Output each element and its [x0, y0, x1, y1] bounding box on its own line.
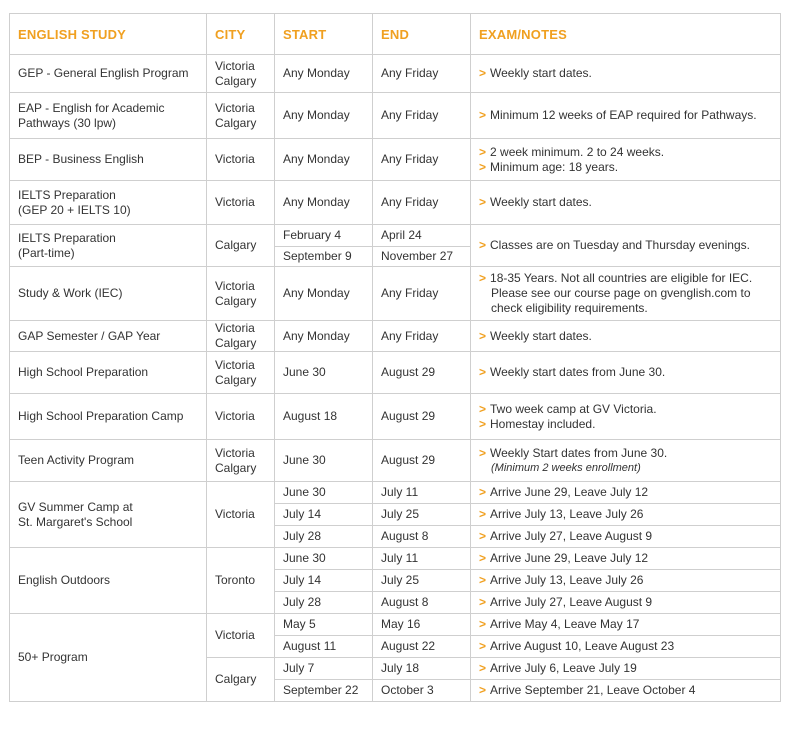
program-name [10, 394, 207, 440]
table-row [10, 321, 781, 352]
note-line [479, 551, 772, 566]
program-name [10, 440, 207, 482]
program-line: GV Summer Camp at [18, 499, 133, 514]
notes-cell [471, 394, 781, 440]
city-line: Victoria [215, 195, 255, 209]
city-cell [207, 225, 275, 267]
note-line [479, 329, 772, 344]
notes-cell [471, 352, 781, 394]
program-name [10, 548, 207, 614]
program-line: BEP - Business English [18, 152, 144, 166]
note-text: Minimum age: 18 years. [490, 159, 619, 174]
note-text: Classes are on Tuesday and Thursday evenings. [490, 238, 750, 252]
end-date: April 24 [373, 225, 471, 247]
arrow-icon: > [479, 195, 487, 209]
note-text: Arrive June 29, Leave July 12 [490, 551, 649, 565]
city-line: Victoria [215, 100, 255, 115]
schedule-body [10, 55, 781, 702]
city-cell: Victoria [207, 614, 275, 658]
program-line: High School Preparation Camp [18, 409, 184, 423]
city-cell [207, 181, 275, 225]
note-line [479, 595, 772, 610]
end-date: October 3 [373, 680, 471, 702]
arrow-icon: > [479, 507, 487, 521]
city-cell [207, 394, 275, 440]
program-line: IELTS Preparation [18, 230, 116, 245]
start-date: July 14 [275, 504, 373, 526]
table-row [10, 93, 781, 139]
city-cell [207, 267, 275, 321]
program-line: IELTS Preparation [18, 187, 116, 202]
notes-cell [471, 225, 781, 267]
city-cell: Toronto [207, 548, 275, 614]
arrow-icon: > [479, 328, 487, 343]
table-row [10, 394, 781, 440]
end-date: May 16 [373, 614, 471, 636]
city-line: Calgary [215, 115, 257, 130]
program-line: (Part-time) [18, 245, 75, 260]
table-row [10, 352, 781, 394]
city-line: Calgary [215, 238, 257, 252]
city-line: Calgary [215, 372, 257, 387]
end-date: Any Friday [373, 181, 471, 225]
start-date: June 30 [275, 440, 373, 482]
header-notes: EXAM/NOTES [471, 14, 781, 55]
arrow-icon: > [479, 159, 487, 174]
note-line [479, 365, 772, 380]
note-line [479, 617, 772, 632]
start-date: July 14 [275, 570, 373, 592]
arrow-icon: > [479, 661, 487, 675]
city-line: Calgary [215, 293, 257, 308]
notes-cell [471, 93, 781, 139]
notes-cell [471, 321, 781, 352]
end-date: Any Friday [373, 93, 471, 139]
notes-cell [471, 267, 781, 321]
note-line [479, 573, 772, 588]
end-date: July 25 [373, 504, 471, 526]
arrow-icon: > [479, 445, 487, 460]
end-date: Any Friday [373, 55, 471, 93]
start-date: June 30 [275, 352, 373, 394]
program-line: Pathways (30 lpw) [18, 115, 117, 130]
start-date: August 18 [275, 394, 373, 440]
program-name [10, 139, 207, 181]
arrow-icon: > [479, 365, 487, 379]
end-date: Any Friday [373, 139, 471, 181]
notes-cell [471, 636, 781, 658]
notes-cell [471, 570, 781, 592]
note-text: Arrive July 6, Leave July 19 [490, 661, 637, 675]
city-line: Victoria [215, 357, 255, 372]
note-text: Arrive July 27, Leave August 9 [490, 595, 653, 609]
program-name [10, 267, 207, 321]
note-line [479, 145, 772, 160]
table-row [10, 181, 781, 225]
notes-cell [471, 592, 781, 614]
program-line: Teen Activity Program [18, 453, 135, 467]
notes-cell [471, 482, 781, 504]
start-date: February 4 [275, 225, 373, 247]
notes-cell [471, 181, 781, 225]
note-text: 18-35 Years. Not all countries are eligible for IEC. [490, 271, 753, 285]
start-date: Any Monday [275, 55, 373, 93]
program-name [10, 352, 207, 394]
end-date: August 29 [373, 394, 471, 440]
arrow-icon: > [479, 573, 487, 587]
end-date: July 11 [373, 482, 471, 504]
table-row [10, 267, 781, 321]
table-row [10, 139, 781, 181]
notes-cell [471, 548, 781, 570]
note-text: Weekly start dates from June 30. [490, 365, 666, 379]
city-cell: Victoria [207, 482, 275, 548]
note-text: Weekly Start dates from June 30. [490, 445, 668, 460]
arrow-icon: > [479, 683, 487, 697]
program-line: St. Margaret's School [18, 514, 133, 529]
header-study: ENGLISH STUDY [10, 14, 207, 55]
program-line: High School Preparation [18, 365, 149, 379]
start-date: August 11 [275, 636, 373, 658]
note-line [479, 485, 772, 500]
program-name [10, 225, 207, 267]
start-date: Any Monday [275, 267, 373, 321]
table-row [10, 482, 781, 504]
note-continuation: Please see our course page on gvenglish.com to [491, 286, 751, 300]
start-date: Any Monday [275, 139, 373, 181]
arrow-icon: > [479, 108, 487, 122]
table-row [10, 614, 781, 636]
city-line: Calgary [215, 336, 257, 350]
table-row [10, 440, 781, 482]
note-line [479, 402, 772, 417]
start-date: May 5 [275, 614, 373, 636]
program-name [10, 181, 207, 225]
note-text: Homestay included. [490, 416, 596, 431]
notes-cell [471, 526, 781, 548]
note-text: Arrive June 29, Leave July 12 [490, 485, 649, 499]
end-date: Any Friday [373, 321, 471, 352]
end-date: August 8 [373, 592, 471, 614]
note-line [479, 446, 772, 461]
note-line [479, 417, 772, 432]
city-cell [207, 440, 275, 482]
note-text: Arrive May 4, Leave May 17 [490, 617, 640, 631]
notes-cell [471, 139, 781, 181]
arrow-icon: > [479, 271, 487, 285]
city-line: Victoria [215, 278, 255, 293]
program-line: (GEP 20 + IELTS 10) [18, 202, 131, 217]
program-name [10, 482, 207, 548]
end-date: Any Friday [373, 267, 471, 321]
note-line [479, 507, 772, 522]
arrow-icon: > [479, 66, 487, 80]
arrow-icon: > [479, 416, 487, 431]
note-line [479, 529, 772, 544]
note-line [479, 195, 772, 210]
start-date: June 30 [275, 482, 373, 504]
end-date: August 29 [373, 440, 471, 482]
end-date: November 27 [373, 247, 471, 267]
note-text: Weekly start dates. [490, 195, 592, 209]
city-line: Victoria [215, 409, 255, 423]
start-date: Any Monday [275, 181, 373, 225]
program-line: GAP Semester / GAP Year [18, 328, 161, 343]
city-line: Calgary [215, 460, 257, 475]
start-date: July 7 [275, 658, 373, 680]
note-text: 2 week minimum. 2 to 24 weeks. [490, 144, 665, 159]
notes-cell [471, 614, 781, 636]
program-line: Study & Work (IEC) [18, 286, 123, 300]
notes-cell [471, 658, 781, 680]
note-text: Arrive August 10, Leave August 23 [490, 639, 675, 653]
note-line [479, 108, 772, 123]
city-cell [207, 139, 275, 181]
start-date: July 28 [275, 592, 373, 614]
notes-cell [471, 55, 781, 93]
program-name [10, 55, 207, 93]
notes-cell [471, 680, 781, 702]
note-text: Weekly start dates. [490, 66, 592, 80]
header-city: CITY [207, 14, 275, 55]
note-line [479, 238, 772, 253]
city-cell [207, 321, 275, 352]
arrow-icon: > [479, 595, 487, 609]
end-date: August 22 [373, 636, 471, 658]
table-row [10, 55, 781, 93]
end-date: August 8 [373, 526, 471, 548]
city-line: Calgary [215, 73, 257, 88]
header-row [10, 14, 781, 55]
note-line [479, 683, 772, 698]
city-cell: Calgary [207, 658, 275, 702]
notes-cell [471, 504, 781, 526]
start-date: September 22 [275, 680, 373, 702]
note-text: Weekly start dates. [490, 328, 592, 343]
arrow-icon: > [479, 238, 487, 252]
note-line [479, 639, 772, 654]
start-date: June 30 [275, 548, 373, 570]
note-text: Arrive September 21, Leave October 4 [490, 683, 696, 697]
note-text: Arrive July 13, Leave July 26 [490, 507, 644, 521]
start-date: Any Monday [275, 93, 373, 139]
end-date: July 11 [373, 548, 471, 570]
arrow-icon: > [479, 401, 487, 416]
note-line [479, 661, 772, 676]
note-line [479, 160, 772, 175]
note-line [479, 271, 772, 286]
city-line: Victoria [215, 152, 255, 166]
note-text: Minimum 12 weeks of EAP required for Pathways. [490, 108, 757, 122]
arrow-icon: > [479, 617, 487, 631]
city-line: Victoria [215, 445, 255, 460]
city-cell [207, 352, 275, 394]
table-row [10, 548, 781, 570]
arrow-icon: > [479, 485, 487, 499]
end-date: July 18 [373, 658, 471, 680]
city-cell [207, 55, 275, 93]
end-date: August 29 [373, 352, 471, 394]
city-line: Victoria [215, 321, 255, 335]
note-italic: (Minimum 2 weeks enrollment) [491, 461, 641, 474]
start-date: September 9 [275, 247, 373, 267]
schedule-table [9, 13, 781, 702]
city-cell [207, 93, 275, 139]
city-line: Victoria [215, 58, 255, 73]
start-date: Any Monday [275, 321, 373, 352]
header-start: START [275, 14, 373, 55]
program-name [10, 321, 207, 352]
notes-cell [471, 440, 781, 482]
program-name: 50+ Program [10, 614, 207, 702]
note-line [479, 66, 772, 81]
note-text: Arrive July 27, Leave August 9 [490, 529, 653, 543]
note-text: Two week camp at GV Victoria. [490, 401, 657, 416]
table-row [10, 225, 781, 247]
header-end: END [373, 14, 471, 55]
arrow-icon: > [479, 529, 487, 543]
arrow-icon: > [479, 551, 487, 565]
note-continuation: check eligibility requirements. [491, 301, 648, 315]
program-line: EAP - English for Academic [18, 100, 165, 115]
end-date: July 25 [373, 570, 471, 592]
arrow-icon: > [479, 639, 487, 653]
program-line: English Outdoors [18, 573, 111, 587]
arrow-icon: > [479, 144, 487, 159]
start-date: July 28 [275, 526, 373, 548]
program-name [10, 93, 207, 139]
note-text: Arrive July 13, Leave July 26 [490, 573, 644, 587]
program-line: GEP - General English Program [18, 66, 189, 80]
